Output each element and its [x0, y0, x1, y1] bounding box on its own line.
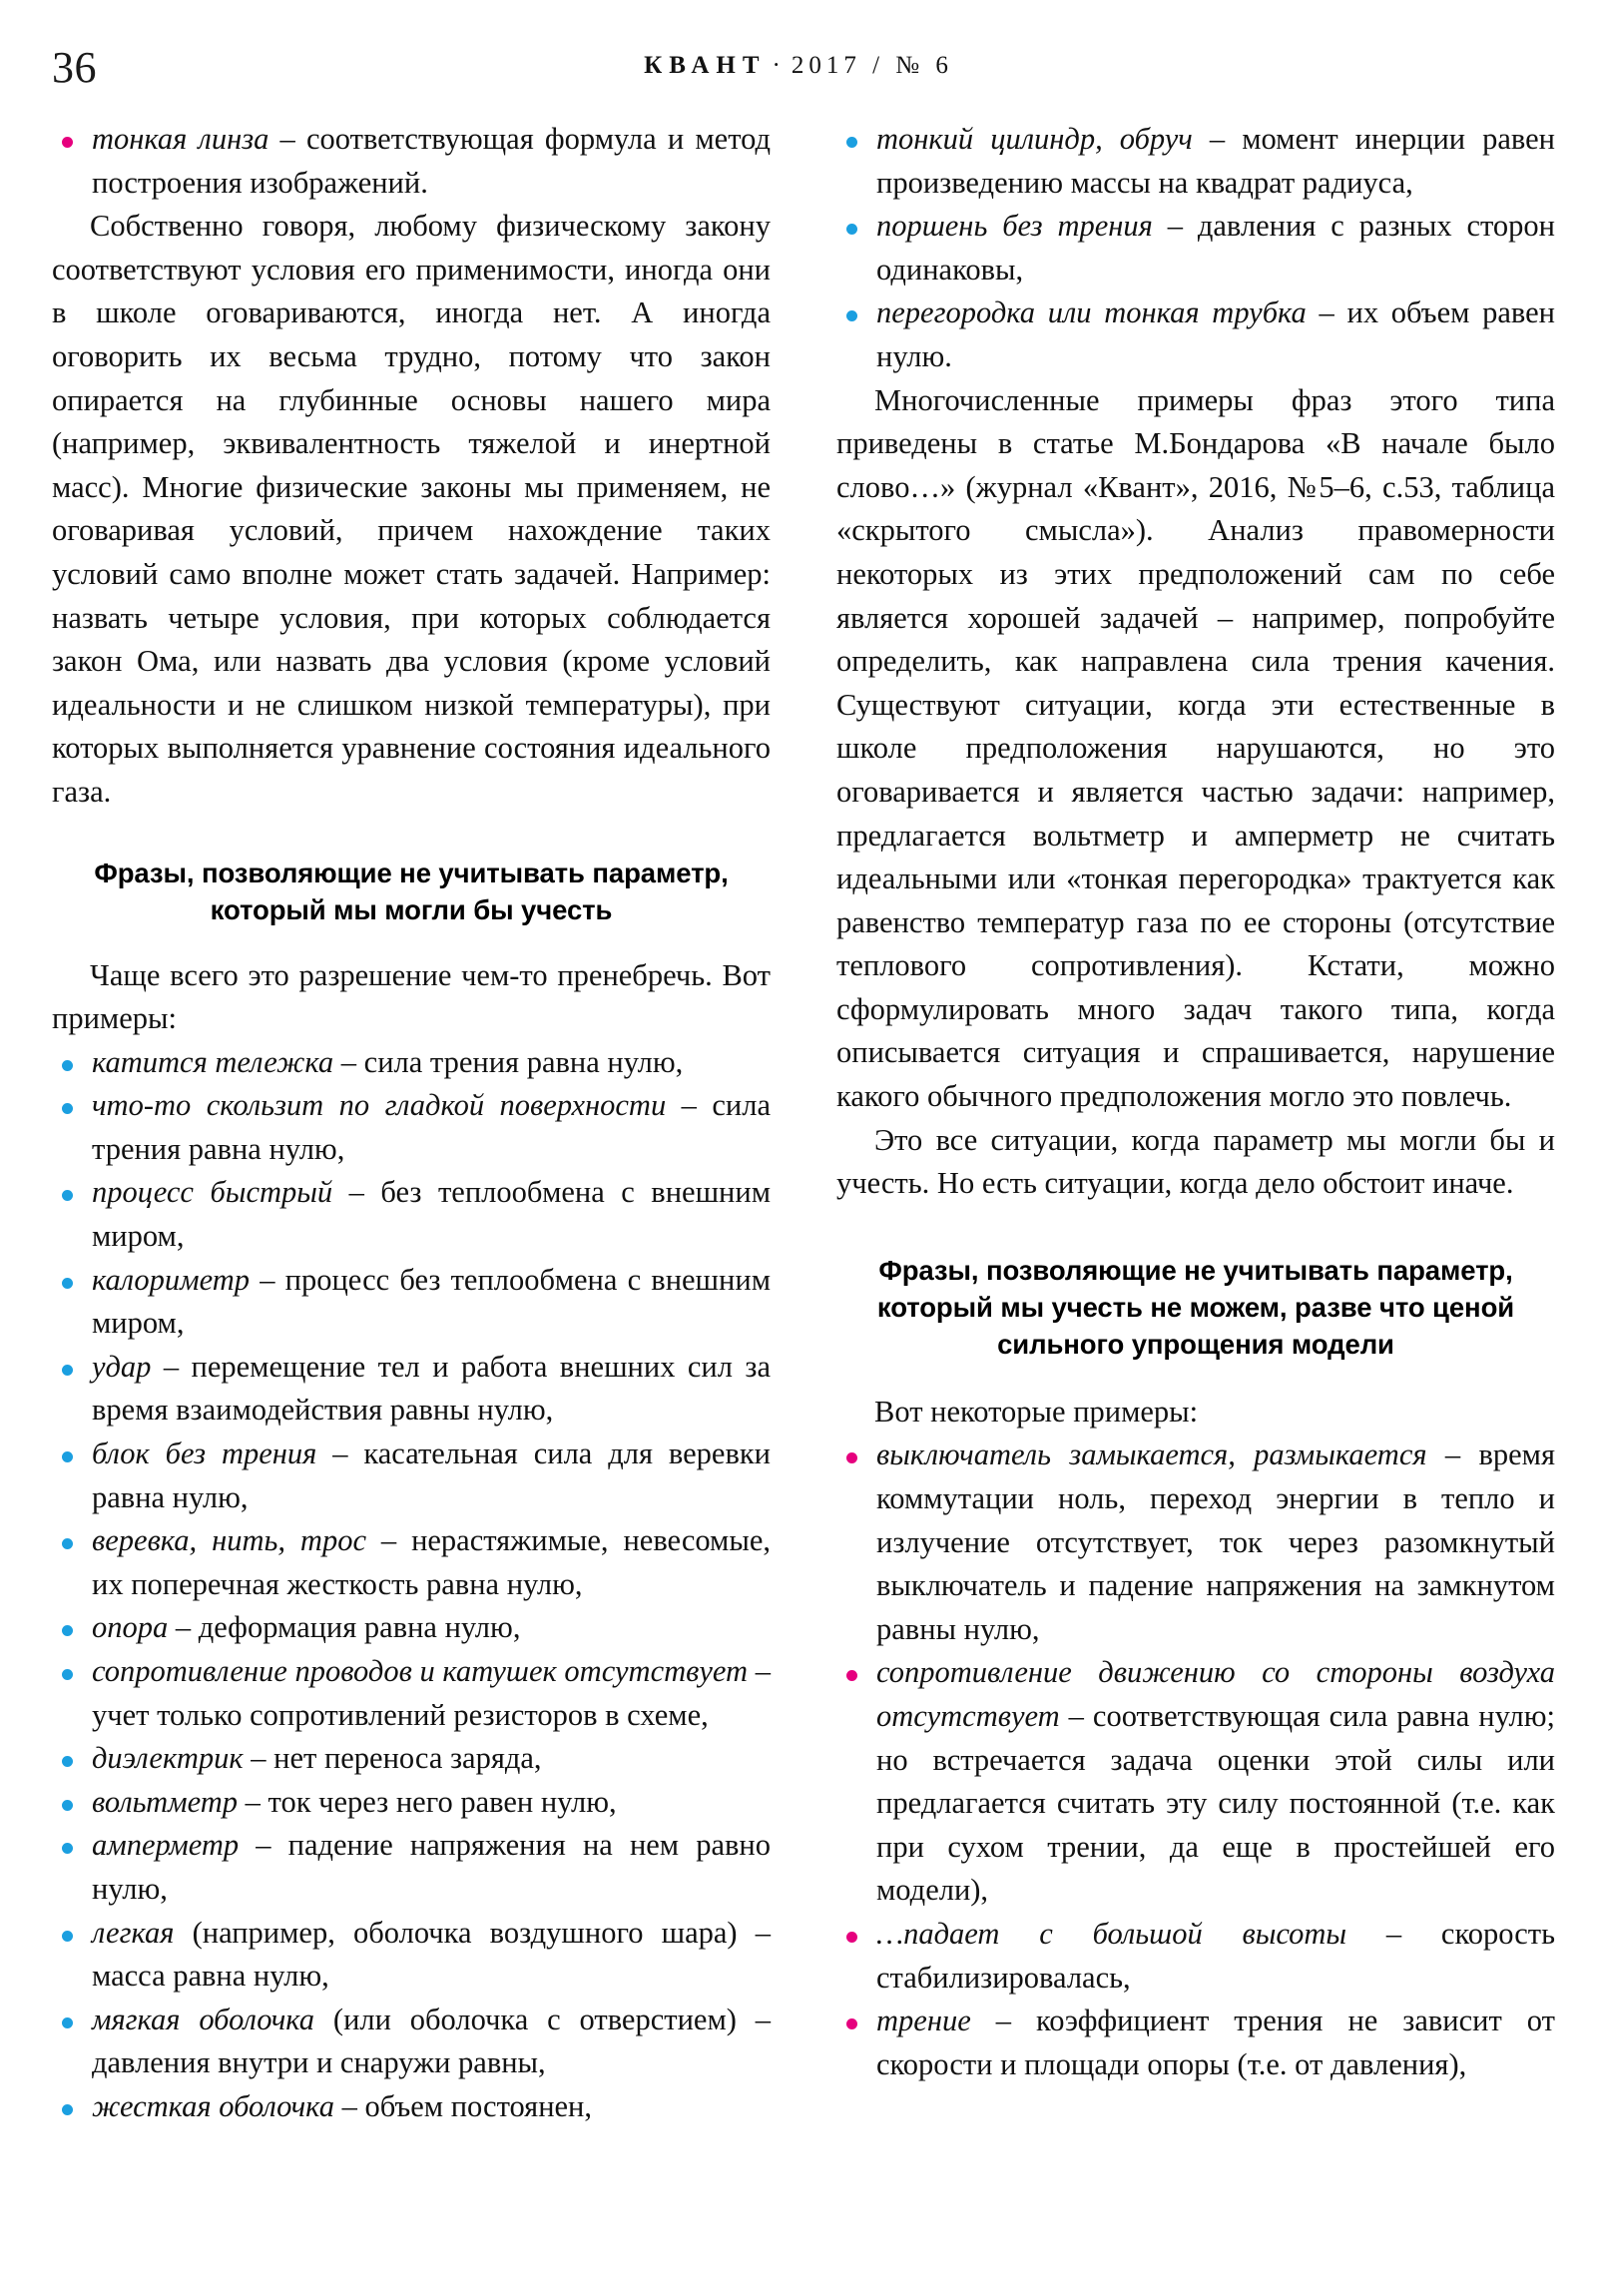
- bullet-body: момент инерции равен произведению массы на квадрат радиуса,: [876, 122, 1555, 200]
- right-bottom-bullet-list: [836, 1434, 1555, 2086]
- bullet-term: перегородка или тонкая трубка: [876, 295, 1307, 330]
- bullet-term: удар: [92, 1349, 152, 1384]
- bullet-term: амперметр: [92, 1828, 240, 1863]
- bullet-term: сопротивление движению со стороны воздуха отсутствует: [876, 1655, 1555, 1733]
- list-item: [52, 1650, 771, 1737]
- bullet-dash: [314, 2003, 333, 2036]
- journal-header: [0, 52, 1597, 80]
- paragraph: Вот некоторые примеры:: [874, 1394, 1199, 1429]
- bullet-dash: –: [1192, 122, 1243, 156]
- bullet-dash: –: [151, 1349, 192, 1384]
- list-item: [52, 1912, 771, 1999]
- bullet-body: время коммутации ноль, переход энергии в тепло и излучение отсутствует, ток через разомкнутый выключатель и падение напряжения на замкнутом равны нулю,: [876, 1437, 1555, 1646]
- bullet-body: сила трения равна нулю,: [92, 1088, 771, 1166]
- bullet-dash: –: [238, 1784, 268, 1819]
- section-heading: Фразы, позволяющие не учитывать параметр, который мы могли бы учесть: [94, 857, 729, 925]
- bullet-term: вольтметр: [92, 1784, 239, 1819]
- bullet-dash: –: [1346, 1916, 1441, 1951]
- bullet-term: сопротивление проводов и катушек отсутствует: [92, 1654, 749, 1688]
- list-item: [836, 205, 1555, 291]
- bullet-term: тонкая линза: [92, 122, 269, 156]
- paragraph: Это все ситуации, когда параметр мы могли бы и учесть. Но есть ситуации, когда дело обстоит иначе.: [836, 1122, 1555, 1201]
- bullet-term: трение: [876, 2004, 971, 2038]
- bullet-body: падение напряжения на нем равно нулю,: [92, 1828, 772, 1906]
- bullet-body: (например, оболочка воздушного шара) – масса равна нулю,: [92, 1915, 771, 1994]
- bullet-dash: –: [268, 122, 306, 156]
- bullet-dash: –: [666, 1088, 713, 1123]
- bullet-body: перемещение тел и работа внешних сил за время взаимодействия равны нулю,: [92, 1349, 771, 1428]
- bullet-body: соответствующая формула и метод построения изображений.: [92, 122, 772, 200]
- bullet-term: блок без трения: [92, 1436, 317, 1471]
- left-lead-bullet-list: [52, 118, 771, 205]
- bullet-body: без теплообмена с внешним миром,: [92, 1175, 771, 1254]
- bullet-term: выключатель замыкается, размыкается: [876, 1437, 1427, 1472]
- header-separator: ·: [772, 52, 786, 79]
- bullet-body: скорость стабилизировалась,: [876, 1916, 1556, 1995]
- paragraph: Чаще всего это разрешение чем-то пренебречь. Вот примеры:: [52, 957, 771, 1036]
- bullet-body: касательная сила для веревки равна нулю,: [92, 1436, 772, 1514]
- list-item: [52, 1737, 771, 1781]
- bullet-term: легкая: [92, 1915, 175, 1950]
- bullet-dash: –: [1059, 1699, 1093, 1733]
- bullet-term: поршень без трения: [876, 209, 1153, 244]
- bullet-term: тонкий цилиндр, обруч: [876, 122, 1193, 156]
- list-item: [52, 1999, 771, 2085]
- bullet-dash: –: [1152, 209, 1198, 244]
- list-item: [52, 1781, 771, 1825]
- bullet-body: коэффициент трения не зависит от скорости и площади опоры (т.е. от давления),: [876, 2004, 1555, 2081]
- list-item: [52, 1433, 771, 1519]
- list-item: [836, 2000, 1555, 2086]
- bullet-term: процесс быстрый: [92, 1175, 333, 1210]
- right-top-bullet-list: [836, 118, 1555, 379]
- list-item: [52, 1171, 771, 1258]
- bullet-body: (или оболочка с отверстием) – давления внутри и снаружи равны,: [92, 2002, 772, 2080]
- bullet-dash: –: [1306, 295, 1347, 330]
- bullet-term: мягкая оболочка: [92, 2002, 315, 2036]
- left-column: [52, 118, 771, 2129]
- bullet-body: нет переноса заряда,: [273, 1741, 542, 1776]
- list-item: [52, 118, 771, 205]
- bullet-dash: –: [970, 2004, 1036, 2038]
- paragraph: Многочисленные примеры фраз этого типа приведены в статье М.Бондарова «В начале было слово…» (журнал «Квант», 2016, №5–6, с.53, таблица «скрытого смысла»). Анализ правомерности некоторых из этих предположений сам по себе является хорошей задачей – например, попробуйте определить, как направлена сила трения качения. Существуют ситуации, когда эти естественные в школе предположения нарушаются, но это оговаривается и является частью задачи: например, предлагается вольтметр и амперметр не считать идеальными или «тонкая перегородка» трактуется как равенство температур газа по ее стороны (отсутствие теплового сопротивления). Кстати, можно сформулировать много задач такого типа, когда описывается ситуация и спрашивается, нарушение какого обычного предположения могло это повлечь.: [836, 382, 1555, 1114]
- list-item: [52, 1606, 771, 1650]
- body-columns: [0, 118, 1597, 2129]
- bullet-body: объем постоянен,: [364, 2088, 592, 2123]
- bullet-term: …падает с большой высоты: [876, 1916, 1347, 1951]
- journal-title: КВАНТ: [644, 52, 767, 79]
- bullet-dash: –: [333, 2088, 365, 2123]
- right-column: [836, 118, 1555, 2129]
- list-item: [52, 1041, 771, 1085]
- list-item: [836, 1913, 1555, 2000]
- bullet-dash: –: [316, 1436, 364, 1471]
- running-head: [0, 38, 1597, 98]
- bullet-dash: –: [250, 1262, 285, 1297]
- bullet-body: ток через него равен нулю,: [267, 1784, 617, 1819]
- list-item: [52, 1259, 771, 1346]
- list-item: [52, 1084, 771, 1171]
- list-item: [52, 1519, 771, 1606]
- list-item: [52, 1824, 771, 1911]
- section-heading: Фразы, позволяющие не учитывать параметр, который мы учесть не можем, разве что ценой сильного упрощения модели: [876, 1254, 1515, 1360]
- bullet-term: что-то скользит по гладкой поверхности: [92, 1088, 667, 1123]
- bullet-body: сила трения равна нулю,: [363, 1044, 684, 1079]
- bullet-dash: –: [748, 1654, 771, 1688]
- bullet-dash: –: [168, 1610, 199, 1645]
- bullet-body: учет только сопротивлений резисторов в схеме,: [92, 1697, 709, 1732]
- bullet-term: жесткая оболочка: [92, 2088, 334, 2123]
- bullet-term: калориметр: [92, 1262, 251, 1297]
- journal-issue: 2017 / № 6: [791, 52, 953, 79]
- bullet-dash: –: [333, 1044, 364, 1079]
- bullet-body: давления с разных сторон одинаковы,: [876, 209, 1555, 287]
- bullet-dash: –: [1426, 1437, 1479, 1472]
- bullet-body: нерастяжимые, невесомые, их поперечная жесткость равна нулю,: [92, 1523, 772, 1601]
- bullet-dash: [174, 1916, 192, 1950]
- bullet-term: веревка, нить, трос: [92, 1523, 366, 1558]
- page-number: 36: [52, 43, 97, 92]
- bullet-dash: –: [332, 1175, 381, 1210]
- bullet-body: их объем равен нулю.: [876, 295, 1555, 373]
- bullet-term: катится тележка: [92, 1044, 334, 1079]
- left-bullet-list: [52, 1041, 771, 2129]
- bullet-body: процесс без теплообмена с внешним миром,: [92, 1262, 771, 1341]
- bullet-dash: –: [239, 1828, 288, 1863]
- bullet-dash: –: [243, 1741, 274, 1776]
- list-item: [836, 1651, 1555, 1913]
- list-item: [52, 1346, 771, 1433]
- bullet-body: соответствующая сила равна нулю; но встречается задача оценки этой силы или предлагается считать эту силу постоянной (т.е. как при сухом трении, да еще в простейшей его модели),: [876, 1699, 1555, 1908]
- bullet-body: деформация равна нулю,: [198, 1610, 521, 1645]
- bullet-term: диэлектрик: [92, 1741, 244, 1776]
- list-item: [836, 118, 1555, 205]
- list-item: [836, 1434, 1555, 1651]
- bullet-term: опора: [92, 1610, 169, 1645]
- bullet-dash: –: [365, 1523, 412, 1558]
- list-item: [836, 291, 1555, 378]
- list-item: [52, 2085, 771, 2129]
- paragraph: Собственно говоря, любому физическому закону соответствуют условия его применимости, иногда они в школе оговариваются, иногда нет. А иногда оговорить их весьма трудно, потому что закон опирается на глубинные основы нашего мира (например, эквивалентность тяжелой и инертной масс). Многие физические законы мы применяем, не оговаривая условий, причем нахождение таких условий само вполне может стать задачей. Например: назвать четыре условия, при которых соблюдается закон Ома, или назвать два условия (кроме условий идеальности и не слишком низкой температуры), при которых выполняется уравнение состояния идеального газа.: [52, 209, 771, 809]
